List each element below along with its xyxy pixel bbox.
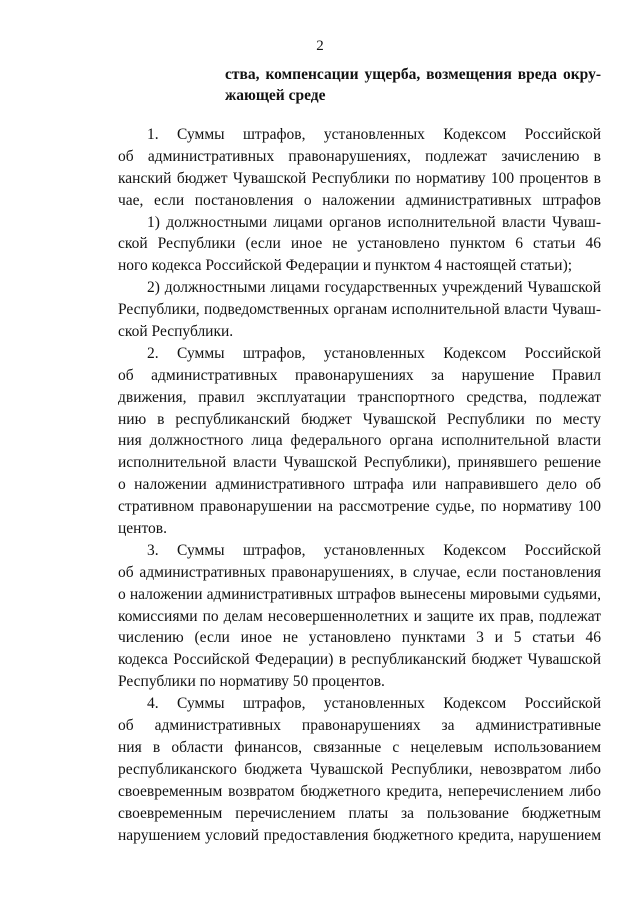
text-line: 3. Суммы штрафов, установленных Кодексом Российской (147, 541, 601, 559)
text-line: кодекса Российской Федерации) в республиканский бюджет Чувашской (118, 651, 601, 669)
heading-line: ства, компенсации ущерба, возмещения вреда окру- (225, 66, 601, 83)
text-line: комиссиями по делам несовершеннолетних и защите их прав, подлежат (118, 607, 601, 625)
paragraph-3 (118, 540, 601, 693)
paragraph-1 (118, 124, 601, 212)
text-line: ской Республики. (118, 323, 234, 341)
text-line: числению (если иное не установлено пунктами 3 и 5 статьи 46 (118, 629, 601, 647)
text-line: ния в области финансов, связанные с нецелевым использованием (118, 738, 601, 756)
text-line: ния должностного лица федерального органа исполнительной власти (118, 432, 601, 450)
text-line: об административных правонарушениях за нарушение Правил (118, 366, 601, 384)
paragraph-4 (118, 693, 601, 846)
text-line: нарушением условий предоставления бюджетного кредита, нарушением (118, 826, 601, 844)
text-line: Республики по нормативу 50 процентов. (118, 673, 385, 691)
text-line: канский бюджет Чувашской Республики по нормативу 100 процентов в (118, 169, 601, 187)
text-line: о наложении административных штрафов вынесены мировыми судьями, (118, 585, 601, 603)
paragraph-2 (118, 343, 601, 540)
text-line: исполнительной власти Чувашской Республики), принявшего решение (118, 454, 601, 472)
text-line: ской Республики (если иное не установлено пунктом 6 статьи 46 (118, 235, 601, 253)
text-line: 2. Суммы штрафов, установленных Кодексом Российской (147, 344, 601, 362)
text-line: о наложении административного штрафа или направившего дело об (118, 476, 601, 494)
text-line: 4. Суммы штрафов, установленных Кодексом Российской (147, 695, 601, 713)
text-line: нию в республиканский бюджет Чувашской Республики по месту (118, 410, 601, 428)
heading-line: жающей среде (225, 87, 326, 104)
page-number: 2 (316, 38, 324, 54)
text-line: 2) должностными лицами государственных учреждений Чувашской (147, 279, 601, 297)
text-line: об административных правонарушениях, подлежат зачислению в (118, 147, 601, 165)
text-line: ного кодекса Российской Федерации и пунктом 4 настоящей статьи); (118, 257, 573, 275)
paragraph-1-item-1 (118, 212, 601, 278)
text-line: движения, правил эксплуатации транспортного средства, подлежат (118, 388, 601, 406)
text-line: Республики, подведомственных органам исполнительной власти Чуваш- (118, 301, 601, 319)
text-line: республиканского бюджета Чувашской Республики, невозвратом либо (118, 760, 601, 778)
paragraph-1-item-2 (118, 277, 601, 343)
article-heading (225, 64, 601, 106)
text-line: стративном правонарушении на рассмотрение судье, по нормативу 100 (118, 498, 601, 516)
text-line: 1) должностными лицами органов исполнительной власти Чуваш- (147, 213, 601, 231)
article-body (118, 124, 601, 846)
text-line: об административных правонарушениях, в случае, если постановления (118, 563, 601, 581)
text-line: своевременным перечислением платы за пользование бюджетным (118, 804, 601, 822)
text-line: центов. (118, 520, 167, 538)
text-line: об административных правонарушениях за административные (118, 717, 601, 735)
text-line: 1. Суммы штрафов, установленных Кодексом Российской (147, 126, 601, 143)
text-line: своевременным возвратом бюджетного кредита, неперечислением либо (118, 782, 601, 800)
text-line: чае, если постановления о наложении административных штрафов (118, 191, 601, 209)
